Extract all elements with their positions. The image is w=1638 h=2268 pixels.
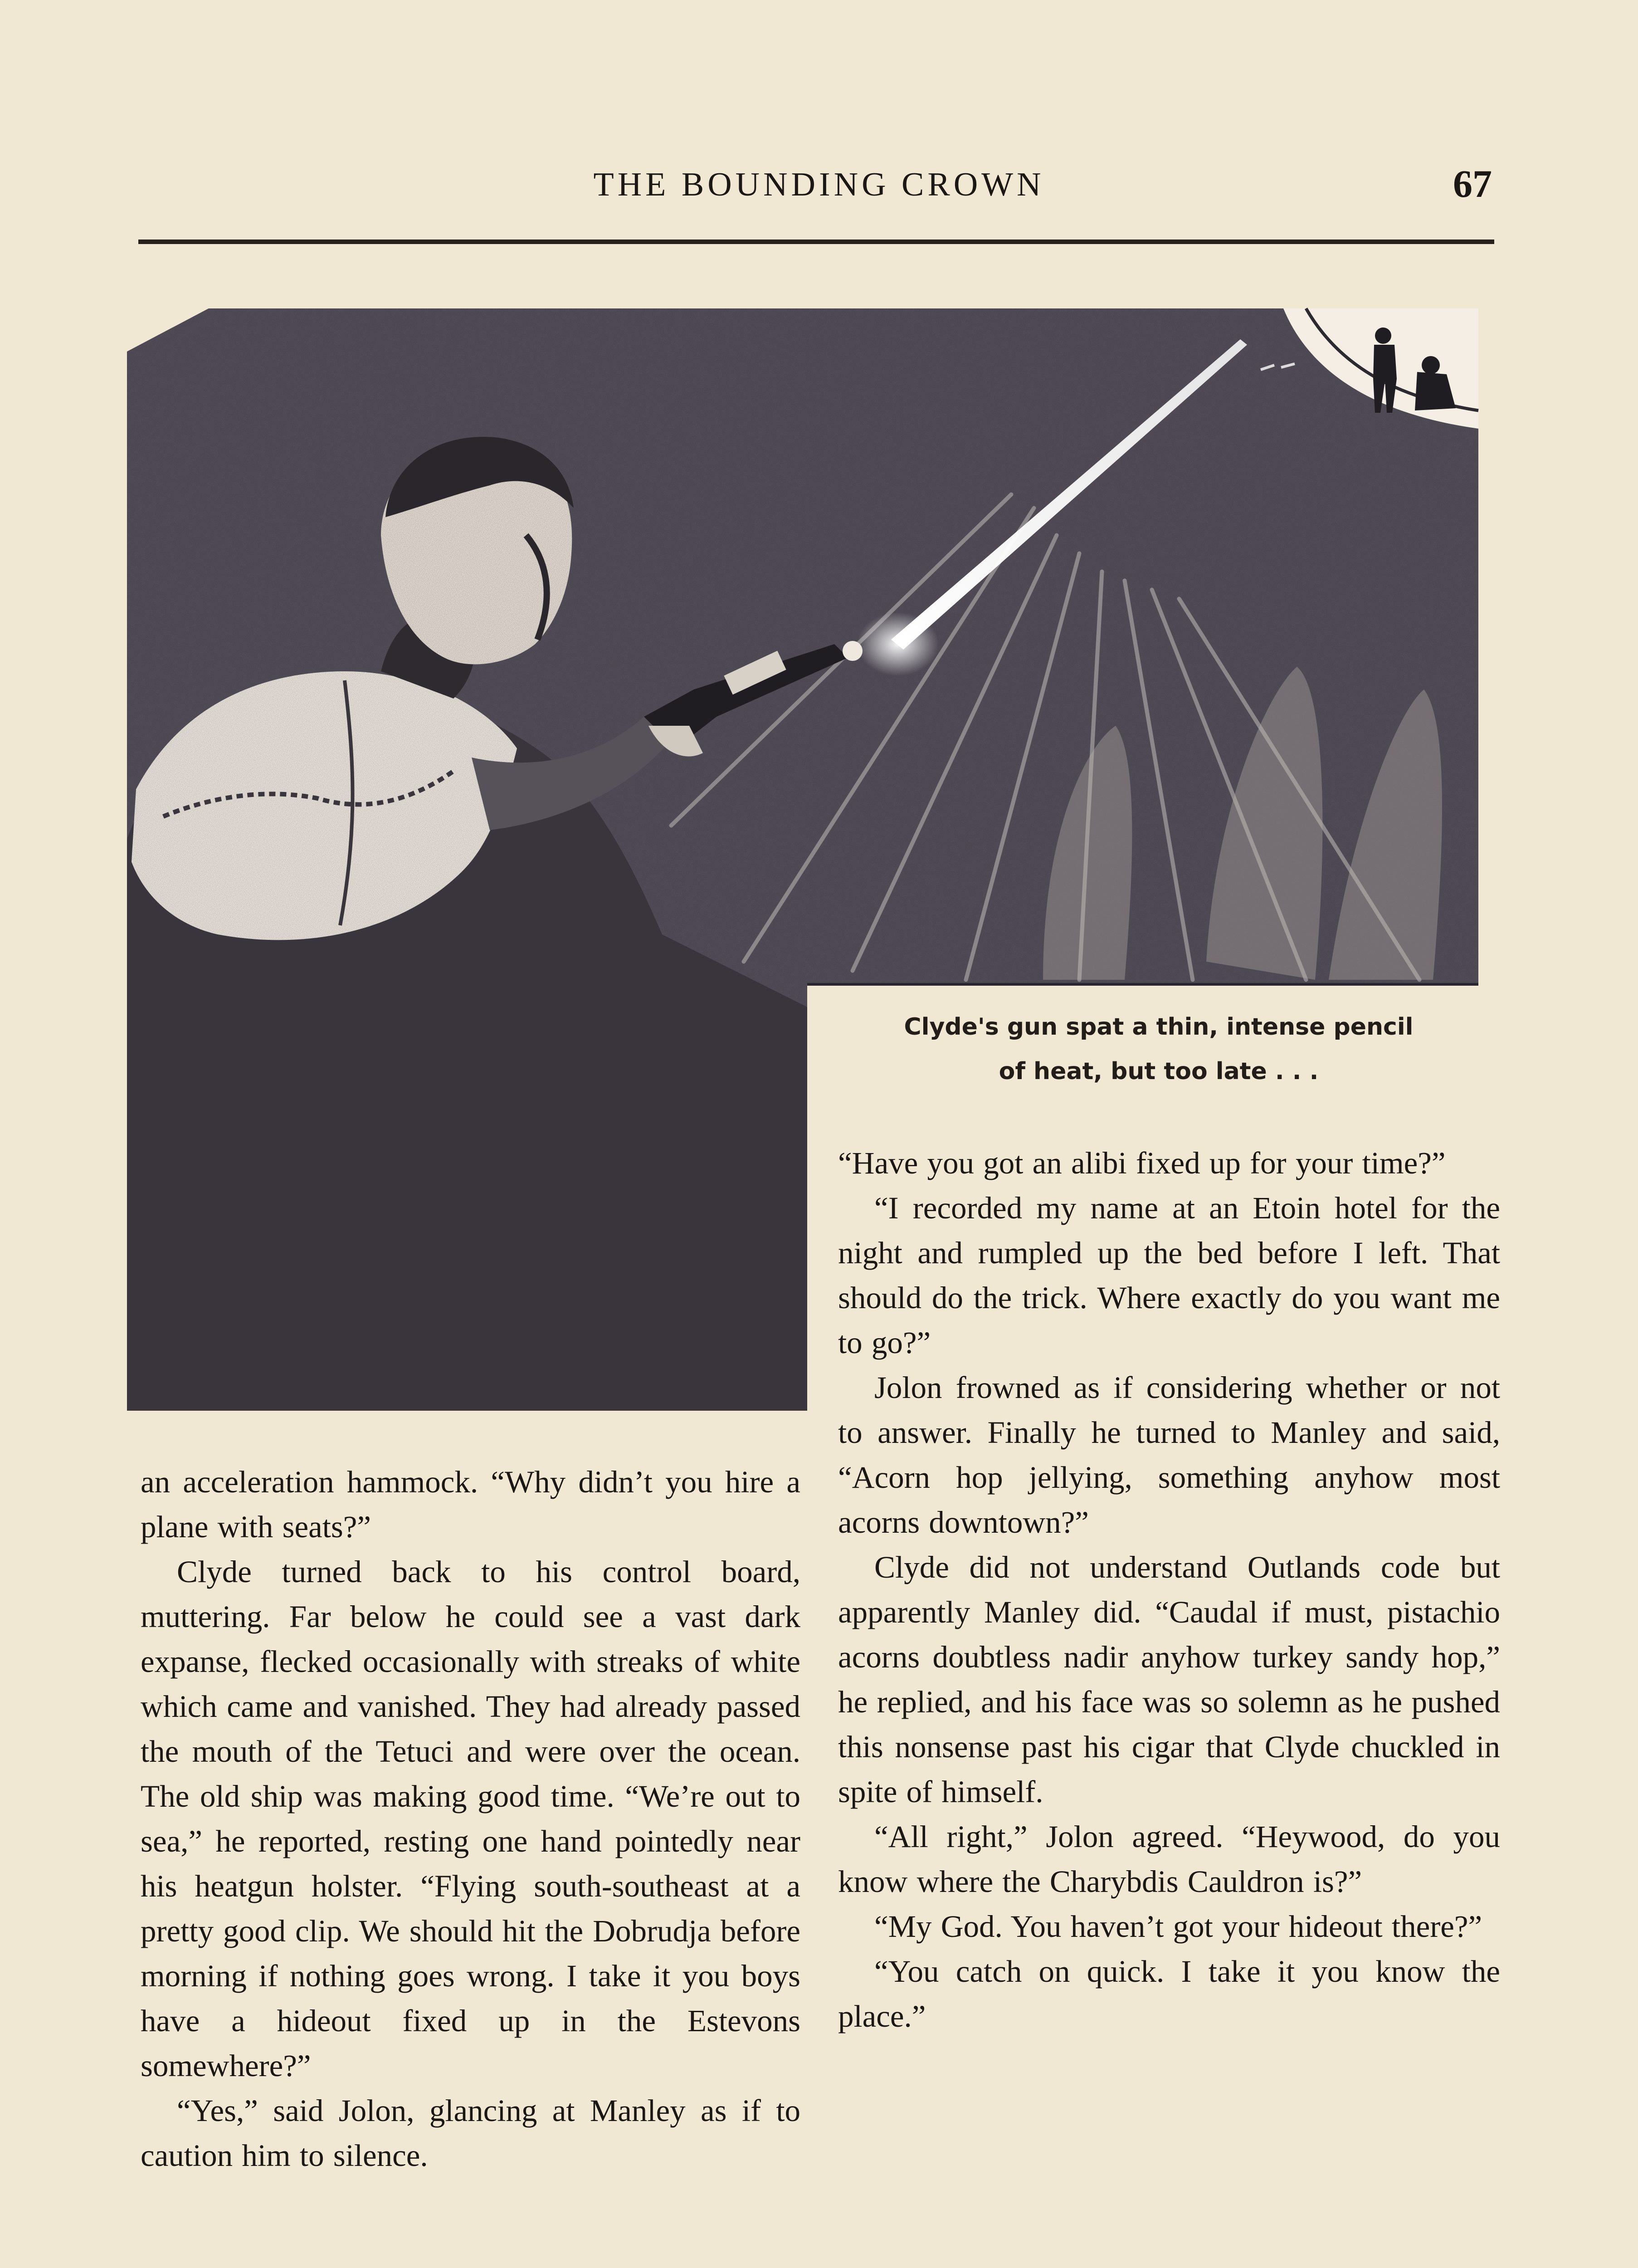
right-text-column (838, 1141, 1500, 2039)
caption-line-2: of heat, but too late . . . (999, 1058, 1319, 1085)
paragraph: “Have you got an alibi fixed up for your time?” (838, 1146, 1446, 1180)
running-title: THE BOUNDING CROWN (593, 166, 1045, 203)
illustration-caption (837, 1005, 1481, 1094)
paragraph: “My God. You haven’t got your hideout there?” (874, 1909, 1482, 1944)
paragraph: Clyde turned back to his control board, muttering. Far below he could see a vast dark expanse, flecked occasionally with streaks of white which came and vanished. They had already passed the mouth of the Tetuci and were over the ocean. The old ship was making good time. “We’re out to sea,” he reported, resting one hand pointedly near his heatgun holster. “Flying south-southeast at a pretty good clip. We should hit the Dobrudja before morning if nothing goes wrong. I take it you boys have a hideout fixed up in the Estevons somewhere?” (141, 1554, 800, 2083)
paragraph: an acceleration hammock. “Why didn’t you hire a plane with seats?” (141, 1465, 800, 1544)
header-rule (138, 240, 1494, 244)
left-text-column (141, 1460, 800, 2178)
paragraph: Clyde did not understand Outlands code but apparently Manley did. “Caudal if must, pistachio acorns doubtless nadir anyhow turkey sandy hop,” he replied, and his face was so solemn as he pushed this nonsense past his cigar that Clyde chuckled in spite of himself. (838, 1550, 1500, 1809)
caption-line-1: Clyde's gun spat a thin, intense pencil (904, 1013, 1414, 1041)
paragraph: “Yes,” said Jolon, glancing at Manley as if to caution him to silence. (141, 2093, 800, 2173)
paragraph: “I recorded my name at an Etoin hotel for the night and rumpled up the bed before I left. That should do the trick. Where exactly do you want me to go?” (838, 1191, 1500, 1360)
paragraph: “You catch on quick. I take it you know the place.” (838, 1954, 1500, 2033)
paragraph: Jolon frowned as if considering whether or not to answer. Finally he turned to Manley and said, “Acorn hop jellying, something anyhow most acorns downtown?” (838, 1370, 1500, 1540)
paragraph: “All right,” Jolon agreed. “Heywood, do you know where the Charybdis Cauldron is?” (838, 1819, 1500, 1899)
page-number: 67 (1453, 162, 1492, 205)
